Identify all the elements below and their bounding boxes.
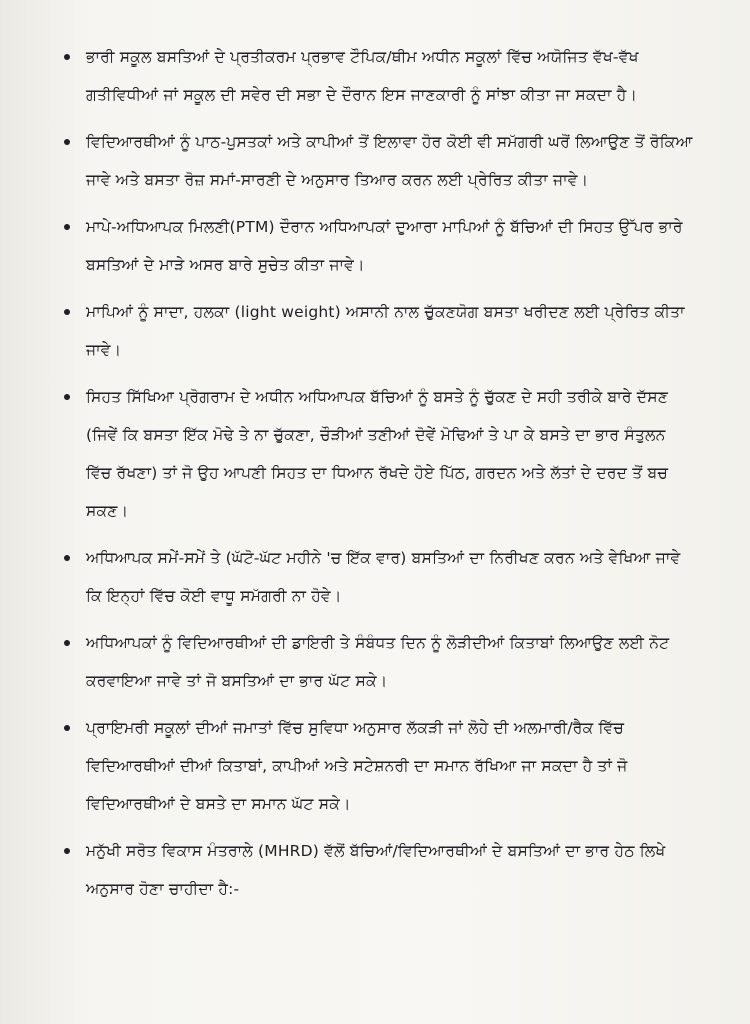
bullet-point-icon — [64, 54, 70, 60]
list-item — [62, 123, 694, 199]
bullet-point-icon — [64, 394, 70, 400]
bullet-text: ਅਧਿਆਪਕ ਸਮੇਂ-ਸਮੇਂ ਤੇ (ਘੱਟੋ-ਘੱਟ ਮਹੀਨੇ 'ਚ ਇੱਕ ਵਾਰ) ਬਸਤਿਆਂ ਦਾ ਨਿਰੀਖਣ ਕਰਨ ਅਤੇ ਵੇਖਿਆ ਜਾਵੇ ਕਿ ਇਨ੍ਹਾਂ ਵਿੱਚ ਕੋਈ ਵਾਧੂ ਸਮੱਗਰੀ ਨਾ ਹੋਵੇ। — [86, 549, 681, 605]
bullet-point-icon — [64, 139, 70, 145]
bullet-text: ਪ੍ਰਾਇਮਰੀ ਸਕੂਲਾਂ ਦੀਆਂ ਜਮਾਤਾਂ ਵਿੱਚ ਸੁਵਿਧਾ ਅਨੁਸਾਰ ਲੱਕੜੀ ਜਾਂ ਲੋਹੇ ਦੀ ਅਲਮਾਰੀ/ਰੈਕ ਵਿੱਚ ਵਿਦਿਆਰਥੀਆਂ ਦੀਆਂ ਕਿਤਾਬਾਂ, ਕਾਪੀਆਂ ਅਤੇ ਸਟੇਸ਼ਨਰੀ ਦਾ ਸਮਾਨ ਰੱਖਿਆ ਜਾ ਸਕਦਾ ਹੈ ਤਾਂ ਜੋ ਵਿਦਿਆਰਥੀਆਂ ਦੇ ਬਸਤੇ ਦਾ ਸਮਾਨ ਘੱਟ ਸਕੇ। — [86, 719, 628, 813]
bullet-list — [62, 38, 694, 908]
bullet-text: ਮਾਪੇ-ਅਧਿਆਪਕ ਮਿਲਣੀ(PTM) ਦੌਰਾਨ ਅਧਿਆਪਕਾਂ ਦੁਆਰਾ ਮਾਪਿਆਂ ਨੂੰ ਬੱਚਿਆਂ ਦੀ ਸਿਹਤ ਉੱਪਰ ਭਾਰੇ ਬਸਤਿਆਂ ਦੇ ਮਾੜੇ ਅਸਰ ਬਾਰੇ ਸੁਚੇਤ ਕੀਤਾ ਜਾਵੇ। — [86, 218, 683, 274]
bullet-text: ਮਨੁੱਖੀ ਸਰੋਤ ਵਿਕਾਸ ਮੰਤਰਾਲੇ (MHRD) ਵੱਲੋਂ ਬੱਚਿਆਂ/ਵਿਦਿਆਰਥੀਆਂ ਦੇ ਬਸਤਿਆਂ ਦਾ ਭਾਰ ਹੇਠ ਲਿਖੇ ਅਨੁਸਾਰ ਹੋਣਾ ਚਾਹੀਦਾ ਹੈ:- — [86, 842, 666, 898]
bullet-point-icon — [64, 725, 70, 731]
list-item — [62, 624, 694, 700]
list-item — [62, 709, 694, 823]
bullet-text: ਅਧਿਆਪਕਾਂ ਨੂੰ ਵਿਦਿਆਰਥੀਆਂ ਦੀ ਡਾਇਰੀ ਤੇ ਸੰਬੰਧਤ ਦਿਨ ਨੂੰ ਲੋੜੀਦੀਆਂ ਕਿਤਾਬਾਂ ਲਿਆਉਣ ਲਈ ਨੋਟ ਕਰਵਾਇਆ ਜਾਵੇ ਤਾਂ ਜੋ ਬਸਤਿਆਂ ਦਾ ਭਾਰ ਘੱਟ ਸਕੇ। — [86, 634, 670, 690]
list-item — [62, 38, 694, 114]
bullet-text: ਵਿਦਿਆਰਥੀਆਂ ਨੂੰ ਪਾਠ-ਪੁਸਤਕਾਂ ਅਤੇ ਕਾਪੀਆਂ ਤੋਂ ਇਲਾਵਾ ਹੋਰ ਕੋਈ ਵੀ ਸਮੱਗਰੀ ਘਰੋਂ ਲਿਆਉਣ ਤੋਂ ਰੋਕਿਆ ਜਾਵੇ ਅਤੇ ਬਸਤਾ ਰੋਜ਼ ਸਮਾਂ-ਸਾਰਣੀ ਦੇ ਅਨੁਸਾਰ ਤਿਆਰ ਕਰਨ ਲਈ ਪ੍ਰੇਰਿਤ ਕੀਤਾ ਜਾਵੇ। — [86, 133, 693, 189]
bullet-text: ਭਾਰੀ ਸਕੂਲ ਬਸਤਿਆਂ ਦੇ ਪ੍ਰਤੀਕਰਮ ਪ੍ਰਭਾਵ ਟੌਪਿਕ/ਥੀਮ ਅਧੀਨ ਸਕੂਲਾਂ ਵਿੱਚ ਅਯੋਜਿਤ ਵੱਖ-ਵੱਖ ਗਤੀਵਿਧੀਆਂ ਜਾਂ ਸਕੂਲ ਦੀ ਸਵੇਰ ਦੀ ਸਭਾ ਦੇ ਦੌਰਾਨ ਇਸ ਜਾਣਕਾਰੀ ਨੂੰ ਸਾਂਝਾ ਕੀਤਾ ਜਾ ਸਕਦਾ ਹੈ। — [86, 48, 639, 104]
bullet-text: ਮਾਪਿਆਂ ਨੂੰ ਸਾਦਾ, ਹਲਕਾ (light weight) ਅਸਾਨੀ ਨਾਲ ਚੁੱਕਣਯੋਗ ਬਸਤਾ ਖਰੀਦਣ ਲਈ ਪ੍ਰੇਰਿਤ ਕੀਤਾ ਜਾਵੇ। — [86, 303, 685, 359]
bullet-point-icon — [64, 640, 70, 646]
bullet-point-icon — [64, 224, 70, 230]
list-item — [62, 293, 694, 369]
list-item — [62, 832, 694, 908]
bullet-point-icon — [64, 848, 70, 854]
list-item — [62, 539, 694, 615]
list-item — [62, 378, 694, 530]
list-item — [62, 208, 694, 284]
bullet-point-icon — [64, 309, 70, 315]
bullet-text: ਸਿਹਤ ਸਿੱਖਿਆ ਪ੍ਰੋਗਰਾਮ ਦੇ ਅਧੀਨ ਅਧਿਆਪਕ ਬੱਚਿਆਂ ਨੂੰ ਬਸਤੇ ਨੂੰ ਚੁੱਕਣ ਦੇ ਸਹੀ ਤਰੀਕੇ ਬਾਰੇ ਦੱਸਣ (ਜਿਵੇਂ ਕਿ ਬਸਤਾ ਇੱਕ ਮੋਢੇ ਤੇ ਨਾ ਚੁੱਕਣਾ, ਚੌੜੀਆਂ ਤਣੀਆਂ ਦੋਵੇਂ ਮੋਢਿਆਂ ਤੇ ਪਾ ਕੇ ਬਸਤੇ ਦਾ ਭਾਰ ਸੰਤੁਲਨ ਵਿੱਚ ਰੱਖਣਾ) ਤਾਂ ਜੋ ਉਹ ਆਪਣੀ ਸਿਹਤ ਦਾ ਧਿਆਨ ਰੱਖਦੇ ਹੋਏ ਪਿੱਠ, ਗਰਦਨ ਅਤੇ ਲੱਤਾਂ ਦੇ ਦਰਦ ਤੋਂ ਬਚ ਸਕਣ। — [86, 388, 669, 520]
bullet-point-icon — [64, 555, 70, 561]
